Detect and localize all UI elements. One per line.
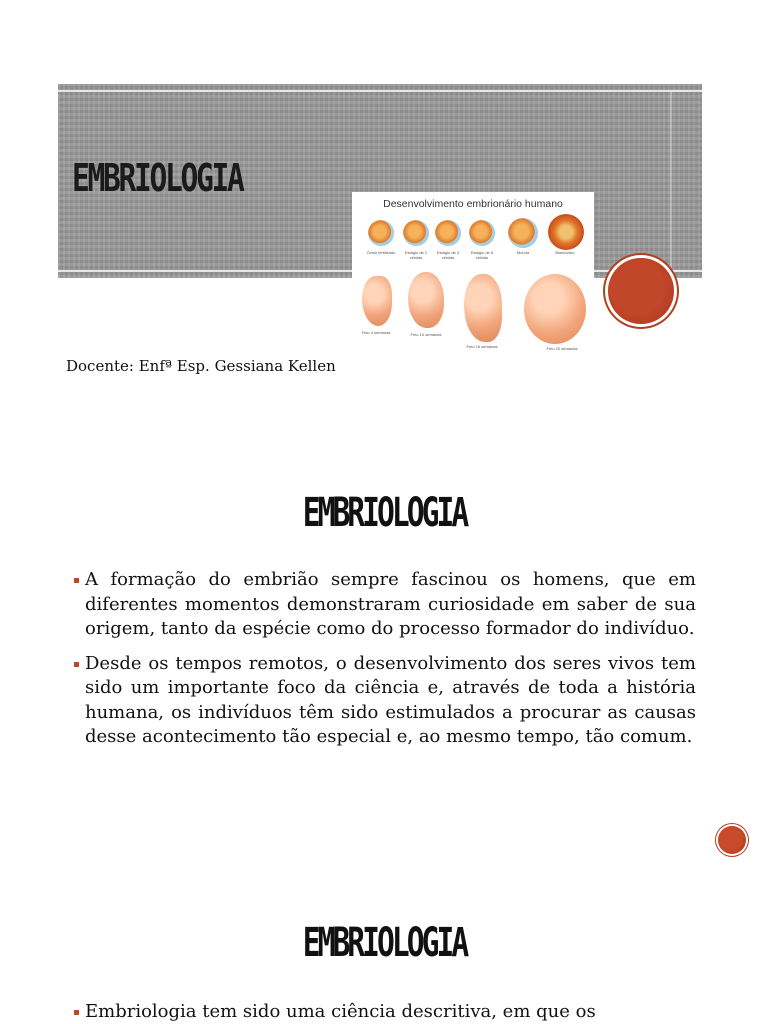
fetus-10-weeks-icon	[408, 272, 444, 328]
docente-label: Docente: Enfª Esp. Gessiana Kellen	[66, 357, 336, 375]
stage-label: Óvulo fertilizado	[366, 250, 396, 255]
blastocyst-icon	[548, 214, 584, 250]
title-slide	[0, 0, 768, 420]
stage-label: Estágio de 2 células	[404, 250, 428, 260]
stage-label: Estágio de 8 células	[470, 250, 494, 260]
bullet-text: Embriologia tem sido uma ciência descritiva, em que os	[85, 1001, 596, 1022]
list-item	[74, 652, 696, 750]
figure-title: Desenvolvimento embrionário humano	[383, 198, 563, 210]
bullet-list	[74, 568, 696, 760]
two-cell-stage-icon	[403, 220, 429, 246]
four-cell-stage-icon	[435, 220, 461, 246]
content-slide	[0, 900, 768, 1024]
list-item	[74, 1000, 696, 1024]
banner-seam	[670, 92, 672, 268]
fetus-label: Feto 16 semanas	[466, 344, 498, 349]
slide-title	[0, 490, 768, 536]
bullet-icon	[74, 662, 79, 667]
stage-label: Estágio de 4 células	[436, 250, 460, 260]
fetus-20-weeks-icon	[524, 274, 586, 344]
eight-cell-stage-icon	[469, 220, 495, 246]
morula-icon	[508, 218, 538, 248]
bullet-list	[74, 1000, 696, 1024]
bullet-icon	[74, 578, 79, 583]
fetus-label: Feto 20 semanas	[546, 346, 578, 351]
fetus-16-weeks-icon	[464, 274, 502, 342]
list-item	[74, 568, 696, 642]
decorative-circle-icon	[718, 826, 746, 854]
fetus-label: Feto 4 semanas	[361, 330, 391, 335]
slide-title-text: EMBRIOLOGIA	[302, 920, 466, 966]
bullet-icon	[74, 1010, 79, 1015]
slide-title-text: EMBRIOLOGIA	[302, 490, 466, 536]
decorative-circle-icon	[608, 258, 674, 324]
bullet-text: A formação do embrião sempre fascinou os homens, que em diferentes momentos demonstraram curiosidade em saber de sua origem, tanto da espécie como do processo formador do indivíduo.	[85, 569, 696, 639]
fetus-4-weeks-icon	[362, 276, 392, 326]
fetus-label: Feto 10 semanas	[410, 332, 442, 337]
embryo-development-figure	[352, 192, 594, 356]
slide-title: EMBRIOLOGIA	[72, 156, 243, 200]
banner-top-line	[58, 90, 702, 92]
content-slide	[0, 470, 768, 900]
bullet-text: Desde os tempos remotos, o desenvolvimento dos seres vivos tem sido um importante foco da ciência e, através de toda a história humana, os indivíduos têm sido estimulados a procurar as causas desse acontecimento tão especial e, ao mesmo tempo, tão comum.	[85, 652, 696, 747]
zygote-cell-icon	[368, 220, 394, 246]
slide-title	[0, 920, 768, 966]
stage-label: Blastocisto	[555, 250, 575, 255]
stage-label: Mórula	[516, 250, 530, 255]
